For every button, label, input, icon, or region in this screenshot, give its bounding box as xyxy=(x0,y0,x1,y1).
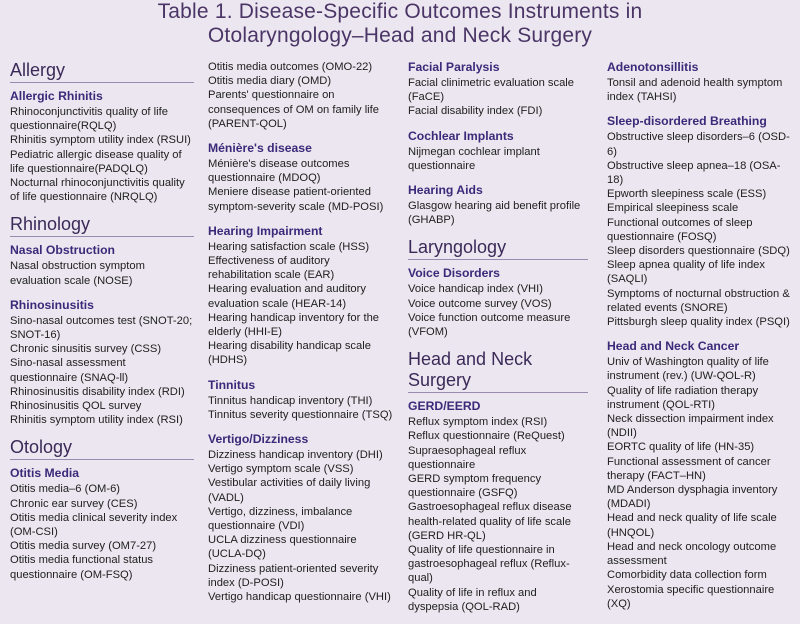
instrument-item: Facial clinimetric evaluation scale (FaCE) xyxy=(408,77,575,104)
section-heading: Rhinology xyxy=(10,214,194,237)
group-sleep-disordered-breathing xyxy=(607,114,791,329)
instrument-item: Sleep apnea quality of life index (SAQLI) xyxy=(607,259,765,286)
instrument-item: Tinnitus handicap inventory (THI) xyxy=(208,394,373,407)
group-heading: Adenotonsillitis xyxy=(607,60,699,74)
instrument-item: Gastroesophageal reflux disease health-related quality of life scale (GERD HR-QL) xyxy=(408,501,572,542)
group-heading: Ménière's disease xyxy=(208,141,312,156)
section-rhinology xyxy=(10,214,194,427)
instrument-item: Facial disability index (FDI) xyxy=(408,105,543,118)
instrument-item: Sino-nasal outcomes test (SNOT-20; SNOT-16) xyxy=(10,314,193,342)
group-adenotonsillitis xyxy=(607,60,791,104)
instrument-item: Rhinosinusitis disability index (RDI) xyxy=(10,385,185,398)
instrument-item: Voice function outcome measure (VFOM) xyxy=(408,311,571,339)
section-continued xyxy=(208,60,394,604)
table-title-line-1: Table 1. Disease-Specific Outcomes Instruments in xyxy=(157,0,643,23)
instrument-item: Functional assessment of cancer therapy (FACT–HN) xyxy=(607,455,771,482)
group-heading: Sleep-disordered Breathing xyxy=(607,114,767,129)
instrument-item: Otitis media diary (OMD) xyxy=(208,75,332,88)
instrument-item: Chronic sinusitis survey (CSS) xyxy=(10,343,162,356)
instrument-item: Empirical sleepiness scale xyxy=(607,202,739,215)
instrument-item: Otitis media–6 (OM-6) xyxy=(10,483,121,496)
instrument-item: UCLA dizziness questionnaire (UCLA-DQ) xyxy=(208,534,357,561)
instrument-item: Comorbidity data collection form xyxy=(607,569,767,582)
instrument-item: Vestibular activities of daily living (VADL) xyxy=(208,477,371,504)
group-heading: Voice Disorders xyxy=(408,266,500,281)
instrument-item: Dizziness handicap inventory (DHI) xyxy=(208,449,383,462)
column-3 xyxy=(408,60,588,624)
instrument-item: Head and neck oncology outcome assessment xyxy=(607,540,777,568)
instrument-item: Pediatric allergic disease quality of life questionnaire(PADQLQ) xyxy=(10,148,182,175)
group-heading: Hearing Aids xyxy=(408,183,483,198)
instrument-item: Otitis media functional status questionnaire (OM-FSQ) xyxy=(10,554,154,581)
group-heading: Allergic Rhinitis xyxy=(10,89,103,103)
instrument-item: Rhinoconjunctivitis quality of life questionnaire(RQLQ) xyxy=(10,106,168,133)
instrument-item: Parents' questionnaire on consequences of OM on family life (PARENT-QOL) xyxy=(208,89,380,130)
column-1 xyxy=(10,60,194,592)
instrument-item: Tinnitus severity questionnaire (TSQ) xyxy=(208,408,393,421)
column-2 xyxy=(208,60,394,614)
instrument-item: Otitis media survey (OM7-27) xyxy=(10,540,157,553)
instrument-item: Rhinitis symptom utility index (RSUI) xyxy=(10,134,191,147)
group-heading: Cochlear Implants xyxy=(408,128,514,143)
instrument-item: Reflux questionnaire (ReQuest) xyxy=(408,430,565,443)
instrument-item: Hearing satisfaction scale (HSS) xyxy=(208,240,370,253)
section-heading: Otology xyxy=(10,437,194,460)
group-heading: Tinnitus xyxy=(208,377,256,392)
group-head-and-neck-cancer xyxy=(607,339,791,611)
table-title xyxy=(0,0,800,48)
section-continued xyxy=(408,60,588,227)
instrument-item: Nocturnal rhinoconjunctivitis quality of life questionnaire (NRQLQ) xyxy=(10,177,185,204)
instrument-item: Pittsburgh sleep quality index (PSQI) xyxy=(607,316,790,329)
instrument-item: Vertigo, dizziness, imbalance questionnaire (VDI) xyxy=(208,505,353,533)
instrument-item: Vertigo symptom scale (VSS) xyxy=(208,463,354,476)
group-heading: GERD/EERD xyxy=(408,399,481,414)
instrument-item: Voice outcome survey (VOS) xyxy=(408,297,552,310)
instrument-item: Hearing disability handicap scale (HDHS) xyxy=(208,340,371,367)
group-heading: Head and Neck Cancer xyxy=(607,339,740,354)
column-4 xyxy=(607,60,791,621)
group-meniere-s-disease xyxy=(208,141,394,214)
group-rhinosinusitis xyxy=(10,298,194,428)
instrument-item: Rhinosinusitis QOL survey xyxy=(10,400,142,413)
instrument-item: Meniere disease patient-oriented symptom-severity scale (MD-POSI) xyxy=(208,186,384,213)
instrument-item: Ménière's disease outcomes questionnaire (MDOQ) xyxy=(208,158,350,185)
section-continued xyxy=(607,60,791,611)
section-heading: Allergy xyxy=(10,60,194,83)
section-head-and-neck-surgery xyxy=(408,349,588,614)
table-title-line-2: Otolaryngology–Head and Neck Surgery xyxy=(207,24,593,47)
instrument-item: Glasgow hearing aid benefit profile (GHABP) xyxy=(408,200,581,227)
instrument-item: Rhinitis symptom utility index (RSI) xyxy=(10,414,183,427)
group-heading: Vertigo/Dizziness xyxy=(208,432,309,447)
section-otology xyxy=(10,437,194,581)
instrument-item: Sleep disorders questionnaire (SDQ) xyxy=(607,245,790,258)
instrument-item: Univ of Washington quality of life instrument (rev.) (UW-QOL-R) xyxy=(607,356,769,383)
instrument-item: GERD symptom frequency questionnaire (GSFQ) xyxy=(408,473,542,500)
section-heading: Head and Neck Surgery xyxy=(408,349,588,393)
group-heading: Otitis Media xyxy=(10,466,80,481)
instrument-item: Head and neck quality of life scale (HNQOL) xyxy=(607,512,777,539)
instrument-item: Otitis media clinical severity index (OM-CSI) xyxy=(10,511,178,539)
instrument-item: Quality of life in reflux and dyspepsia (QOL-RAD) xyxy=(408,586,537,613)
group-vertigo-dizziness xyxy=(208,432,394,604)
section-laryngology xyxy=(408,237,588,339)
group-allergic-rhinitis xyxy=(10,89,194,204)
instrument-item: Quality of life radiation therapy instrument (QOL-RTI) xyxy=(607,384,759,411)
group-cochlear-implants xyxy=(408,129,588,173)
instrument-item: Obstructive sleep disorders–6 (OSD-6) xyxy=(607,131,790,158)
section-heading: Laryngology xyxy=(408,237,588,260)
group-gerd-eerd xyxy=(408,399,588,614)
instrument-item: Epworth sleepiness scale (ESS) xyxy=(607,188,767,201)
instrument-item: Nasal obstruction symptom evaluation scale (NOSE) xyxy=(10,260,145,287)
group-nasal-obstruction xyxy=(10,243,194,287)
instrument-item: Nijmegan cochlear implant questionnaire xyxy=(408,145,540,172)
instrument-item: Hearing evaluation and auditory evaluation scale (HEAR-14) xyxy=(208,283,366,310)
section-allergy xyxy=(10,60,194,204)
instrument-item: Functional outcomes of sleep questionnaire (FOSQ) xyxy=(607,216,753,243)
instrument-item: Reflux symptom index (RSI) xyxy=(408,416,548,429)
group-hearing-impairment xyxy=(208,224,394,368)
instrument-item: MD Anderson dysphagia inventory (MDADI) xyxy=(607,484,778,511)
instrument-item: Obstructive sleep apnea–18 (OSA-18) xyxy=(607,159,781,187)
instrument-item: Supraesophageal reflux questionnaire xyxy=(408,444,527,471)
instrument-item: Sino-nasal assessment questionnaire (SNAQ-ll) xyxy=(10,357,129,384)
group-otitis-media xyxy=(10,466,194,581)
instrument-item: Vertigo handicap questionnaire (VHI) xyxy=(208,591,391,604)
group-heading: Facial Paralysis xyxy=(408,60,500,74)
instrument-item: Tonsil and adenoid health symptom index (TAHSI) xyxy=(607,77,783,104)
group-heading: Nasal Obstruction xyxy=(10,243,115,258)
instrument-item: Hearing handicap inventory for the elderly (HHI-E) xyxy=(208,311,380,339)
instrument-item: Symptoms of nocturnal obstruction & related events (SNORE) xyxy=(607,287,790,314)
instrument-item: Voice handicap index (VHI) xyxy=(408,283,543,296)
group-heading: Hearing Impairment xyxy=(208,223,323,238)
group-continued xyxy=(208,60,394,131)
instrument-item: Effectiveness of auditory rehabilitation scale (EAR) xyxy=(208,255,335,282)
instrument-item: Quality of life questionnaire in gastroesophageal reflux (Reflux-qual) xyxy=(408,544,570,585)
instrument-item: Dizziness patient-oriented severity index (D-POSI) xyxy=(208,562,379,589)
group-tinnitus xyxy=(208,378,394,422)
instrument-item: Neck dissection impairment index (NDII) xyxy=(607,413,774,440)
group-facial-paralysis xyxy=(408,60,588,119)
instrument-item: Otitis media outcomes (OMO-22) xyxy=(208,61,373,73)
group-voice-disorders xyxy=(408,266,588,339)
instrument-item: Xerostomia specific questionnaire (XQ) xyxy=(607,583,775,610)
group-hearing-aids xyxy=(408,183,588,227)
group-heading: Rhinosinusitis xyxy=(10,297,94,312)
instrument-item: EORTC quality of life (HN-35) xyxy=(607,441,755,454)
instrument-item: Chronic ear survey (CES) xyxy=(10,497,138,510)
